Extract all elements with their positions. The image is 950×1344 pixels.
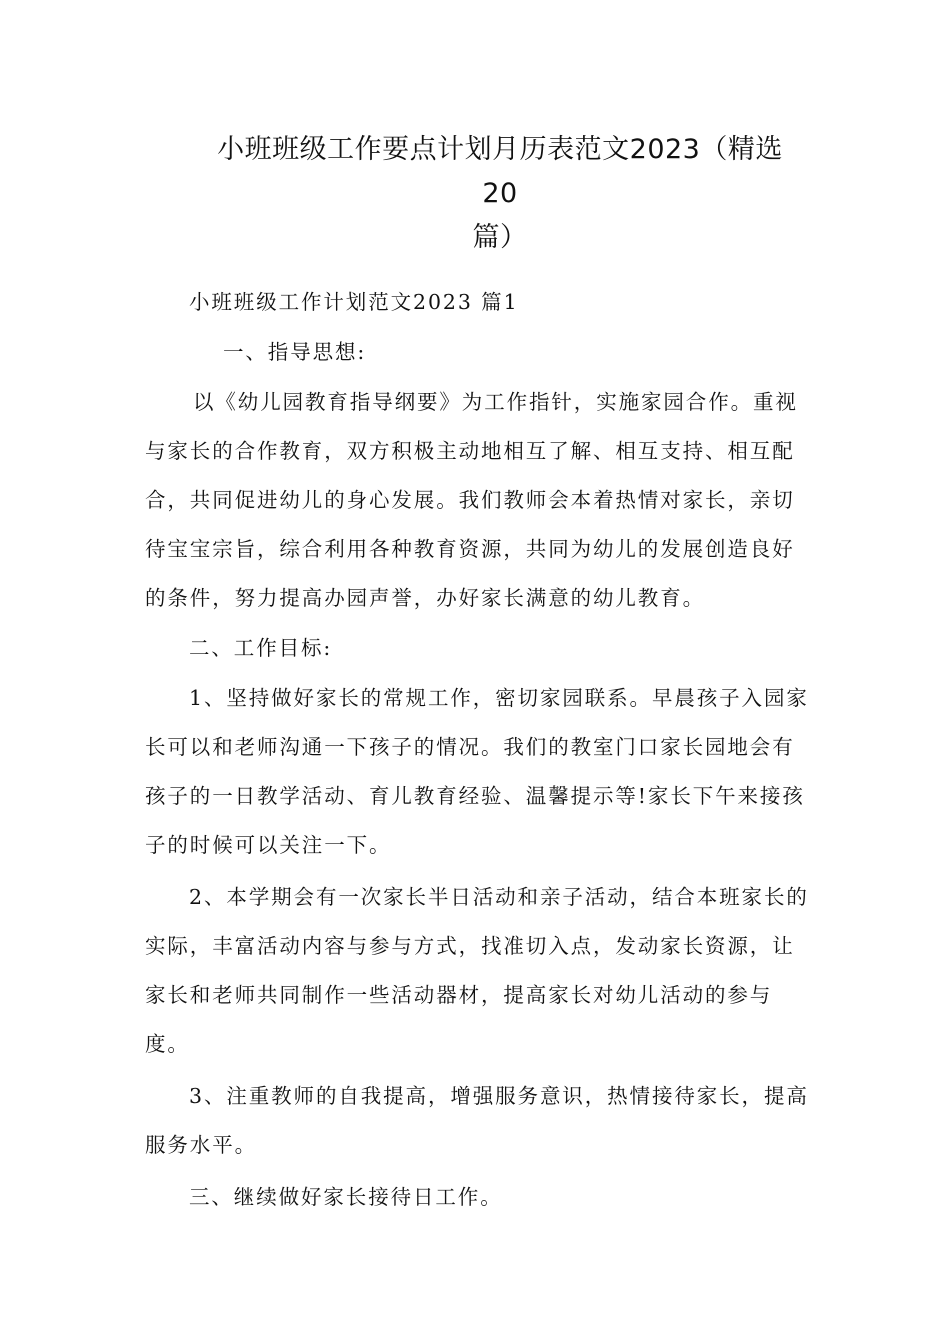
document-title	[200, 128, 800, 260]
paragraph-line: 待宝宝宗旨，综合利用各种教育资源，共同为幼儿的发展创造良好	[145, 537, 795, 561]
paragraph-line: 服务水平。	[145, 1133, 257, 1157]
paragraph-line: 以《幼儿园教育指导纲要》为工作指针，实施家园合作。重视	[193, 390, 798, 414]
paragraph-line: 家长和老师共同制作一些活动器材，提高家长对幼儿活动的参与	[145, 983, 773, 1007]
paragraph-line: 的条件，努力提高办园声誉，办好家长满意的幼儿教育。	[145, 586, 705, 610]
subheading-work-goals: 二、工作目标:	[189, 636, 333, 660]
section-heading: 小班班级工作计划范文2023 篇1	[189, 290, 519, 314]
paragraph-line: 孩子的一日教学活动、育儿教育经验、温馨提示等!家长下午来接孩	[145, 784, 805, 808]
paragraph-line: 3、注重教师的自我提高，增强服务意识，热情接待家长，提高	[189, 1084, 809, 1108]
title-line-2: 篇）	[472, 222, 528, 253]
paragraph-line: 2、本学期会有一次家长半日活动和亲子活动，结合本班家长的	[189, 885, 809, 909]
title-line-1: 小班班级工作要点计划月历表范文2023（精选20	[217, 134, 783, 209]
paragraph-line: 1、坚持做好家长的常规工作，密切家园联系。早晨孩子入园家	[189, 686, 809, 710]
paragraph-line: 长可以和老师沟通一下孩子的情况。我们的教室门口家长园地会有	[145, 735, 795, 759]
paragraph-line: 合，共同促进幼儿的身心发展。我们教师会本着热情对家长，亲切	[145, 488, 795, 512]
paragraph-line: 与家长的合作教育，双方积极主动地相互了解、相互支持、相互配	[145, 439, 795, 463]
paragraph-line: 实际，丰富活动内容与参与方式，找准切入点，发动家长资源，让	[145, 934, 795, 958]
subheading-reception-day: 三、继续做好家长接待日工作。	[189, 1185, 503, 1209]
subheading-guiding-idea: 一、指导思想:	[223, 340, 367, 364]
paragraph-line: 度。	[145, 1032, 190, 1056]
paragraph-line: 子的时候可以关注一下。	[145, 833, 392, 857]
